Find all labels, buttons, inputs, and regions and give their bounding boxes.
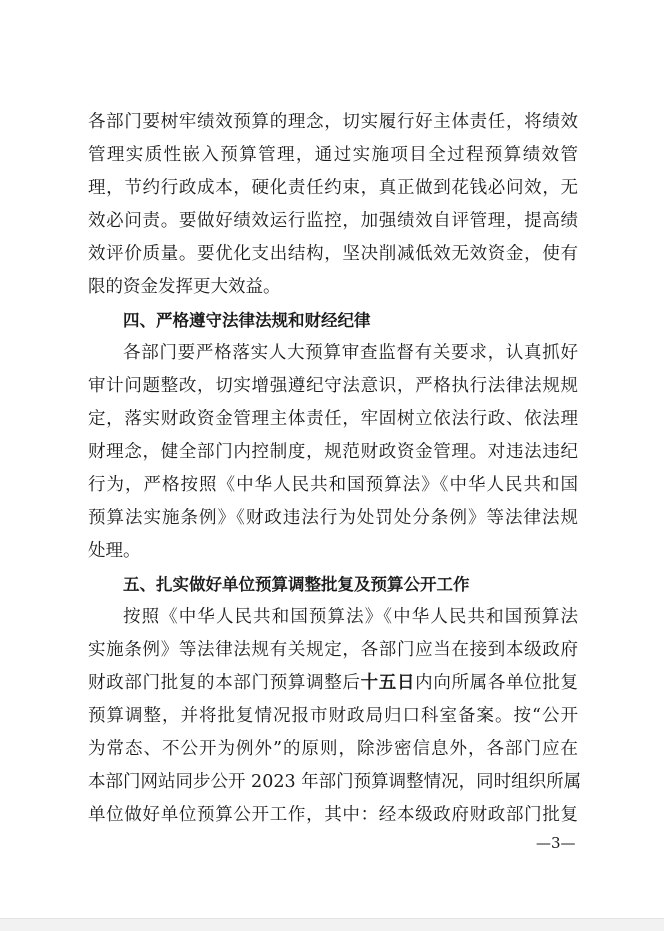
- paragraph-2-line-6: 预算法实施条例》《财政违法行为处罚处分条例》等法律法规: [88, 508, 578, 528]
- paragraph-3-line-7: 单位做好单位预算公开工作，其中：经本级政府财政部门批复: [88, 805, 578, 825]
- paragraph-3-line-6: 本部门网站同步公开 2023 年部门预算调整情况，同时组织所属: [88, 772, 582, 792]
- paragraph-1-line-1: 各部门要树牢绩效预算的理念，切实履行好主体责任，将绩效: [88, 112, 578, 132]
- paragraph-3-line-4: 预算调整，并将批复情况报市财政局归口科室备案。按“公开: [88, 706, 578, 726]
- paragraph-1-line-2: 管理实质性嵌入预算管理，通过实施项目全过程预算绩效管: [88, 145, 578, 165]
- line-3-text-after: 内向所属各单位批复: [415, 673, 579, 693]
- paragraph-3-line-2: 实施条例》等法律法规有关规定，各部门应当在接到本级政府: [88, 640, 578, 660]
- paragraph-1-line-3: 理，节约行政成本，硬化责任约束，真正做到花钱必问效，无: [88, 178, 578, 198]
- paragraph-2-line-2: 审计问题整改，切实增强遵纪守法意识，严格执行法律法规规: [88, 376, 578, 396]
- paragraph-2-line-5: 行为，严格按照《中华人民共和国预算法》《中华人民共和国: [88, 475, 578, 495]
- paragraph-2-line-1: 各部门要严格落实人大预算审查监督有关要求，认真抓好: [123, 343, 578, 363]
- section-heading-4: 四、严格遵守法律法规和财经纪律: [123, 311, 371, 330]
- line-3-text-before: 财政部门批复的本部门预算调整后: [88, 673, 361, 693]
- paragraph-2-line-3: 定，落实财政资金管理主体责任，牢固树立依法行政、依法理: [88, 409, 578, 429]
- deadline-emphasis: 十五日: [360, 673, 416, 693]
- section-heading-5: 五、扎实做好单位预算调整批复及预算公开工作: [123, 575, 470, 594]
- paragraph-2-line-7: 处理。: [88, 541, 141, 561]
- page-number: —3—: [536, 834, 576, 852]
- paragraph-3-line-5: 为常态、不公开为例外”的原则，除涉密信息外，各部门应在: [88, 739, 578, 759]
- paragraph-3-line-3: [88, 667, 578, 700]
- paragraph-1-line-4: 效必问责。要做好绩效运行监控，加强绩效自评管理，提高绩: [88, 211, 578, 231]
- paragraph-2-line-4: 财理念，健全部门内控制度，规范财政资金管理。对违法违纪: [88, 442, 578, 462]
- paragraph-3-line-1: 按照《中华人民共和国预算法》《中华人民共和国预算法: [123, 607, 578, 627]
- page-bottom-edge: [0, 918, 664, 931]
- paragraph-1-line-5: 效评价质量。要优化支出结构，坚决削减低效无效资金，使有: [88, 244, 578, 264]
- paragraph-1-line-6: 限的资金发挥更大效益。: [88, 277, 281, 297]
